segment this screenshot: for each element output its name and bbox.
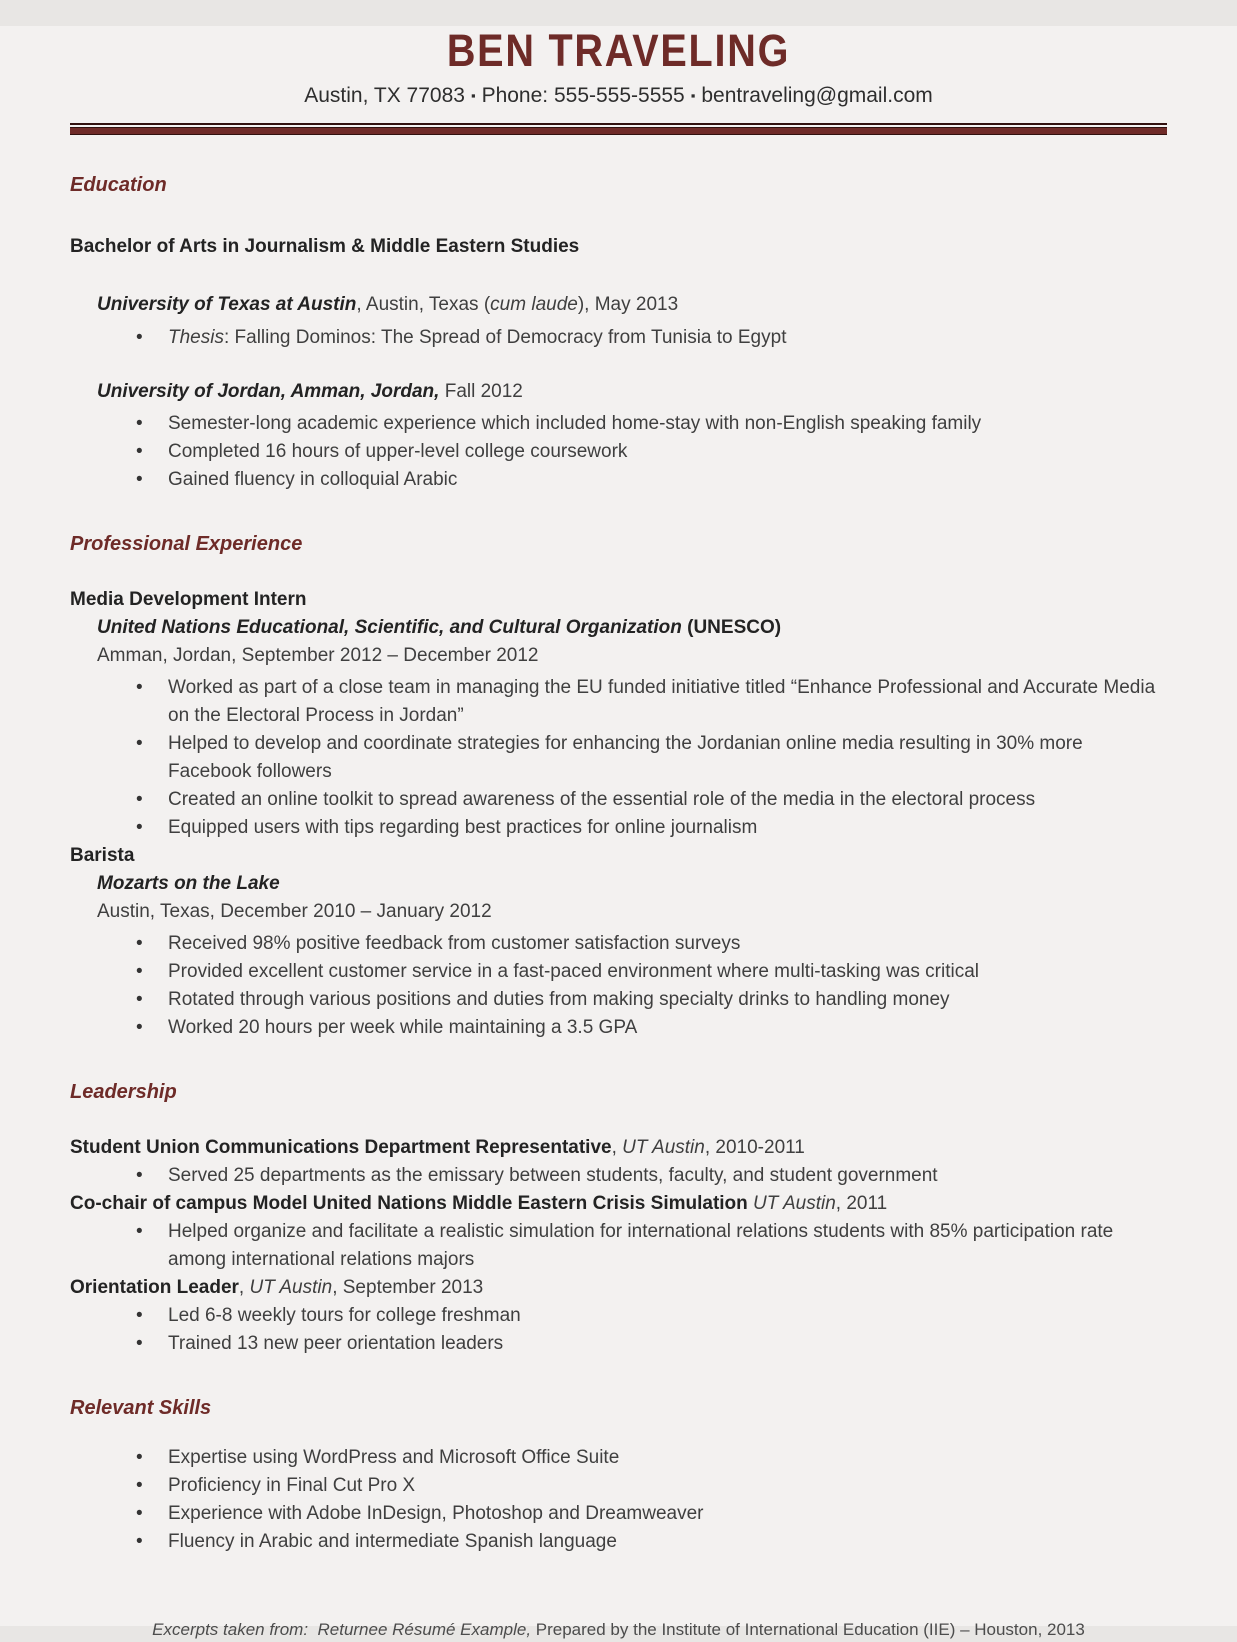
thesis-text: : Falling Dominos: The Spread of Democracy from Tunisia to Egypt: [223, 326, 787, 348]
role-org: UT Austin: [622, 1136, 705, 1158]
bullet-item: [70, 986, 1167, 1014]
bullet-item: [70, 958, 1167, 986]
degree-line: [70, 233, 1167, 261]
section-heading-experience: Professional Experience: [70, 532, 303, 555]
bullet-item: [70, 1472, 1167, 1500]
organization-name: Mozarts on the Lake: [97, 872, 280, 894]
bullet-list: [70, 1444, 1167, 1556]
bullet-item: [70, 1014, 1167, 1042]
bullet-icon: [136, 814, 143, 842]
bullet-text: [168, 327, 786, 348]
bullet-text: Equipped users with tips regarding best practices for online journalism: [168, 816, 758, 838]
bullet-item: [70, 324, 1167, 352]
bullet-item: [70, 1500, 1167, 1528]
bullet-icon: [136, 324, 143, 352]
bullet-text: Worked 20 hours per week while maintaining a 3.5 GPA: [168, 1016, 638, 1038]
job-organization: [70, 870, 1167, 898]
bullet-text: Created an online toolkit to spread awareness of the essential role of the media in the electoral process: [168, 788, 1036, 810]
role-date: , September 2013: [332, 1276, 484, 1298]
bullet-text: Expertise using WordPress and Microsoft Office Suite: [168, 1446, 620, 1468]
bullet-icon: [136, 1500, 143, 1528]
bullet-text: Worked as part of a close team in managing the EU funded initiative titled “Enhance Professional and Accurate Media on the Electoral Process in Jordan”: [168, 676, 1156, 726]
bullet-item: [70, 1528, 1167, 1556]
bullet-icon: [136, 1162, 143, 1190]
bullet-item: [70, 674, 1167, 730]
bullet-icon: [136, 986, 143, 1014]
contact-line: [70, 84, 1167, 108]
school-line-ut-austin: [70, 291, 1167, 319]
role-date: , 2011: [835, 1192, 888, 1214]
school-date: ), May 2013: [577, 293, 679, 315]
footer-source-detail: Prepared by the Institute of International Education (IIE) – Houston, 2013: [531, 1619, 1085, 1639]
bullet-text: Led 6-8 weekly tours for college freshman: [168, 1304, 521, 1326]
bullet-icon: [136, 1302, 143, 1330]
bullet-icon: [136, 730, 143, 758]
school-location: , Austin, Texas (: [356, 293, 491, 315]
bullet-item: [70, 1444, 1167, 1472]
school-name: University of Jordan, Amman, Jordan,: [97, 380, 440, 402]
contact-location: Austin, TX 77083: [304, 83, 465, 107]
bullet-text: Rotated through various positions and duties from making specialty drinks to handling money: [168, 988, 950, 1010]
bullet-item: [70, 466, 1167, 494]
role-line: [70, 1134, 1167, 1162]
bullet-icon: [136, 1330, 143, 1358]
bullet-item: [70, 930, 1167, 958]
organization-name: United Nations Educational, Scientific, and Cultural Organization: [97, 616, 682, 638]
bullet-item: [70, 1162, 1167, 1190]
square-bullet-icon: ▪: [690, 87, 696, 103]
header-divider-bar: [70, 127, 1167, 135]
section-heading-skills: Relevant Skills: [70, 1396, 212, 1419]
job-meta: Austin, Texas, December 2010 – January 2012: [97, 900, 492, 922]
role-title: Co-chair of campus Model United Nations Middle Eastern Crisis Simulation: [70, 1192, 748, 1214]
square-bullet-icon: ▪: [470, 87, 476, 103]
organization-acronym: (UNESCO): [681, 616, 782, 638]
footer-source-line: [70, 1618, 1167, 1642]
bullet-icon: [136, 410, 143, 438]
section-heading-education: Education: [70, 173, 167, 196]
bullet-text: Served 25 departments as the emissary between students, faculty, and student government: [168, 1164, 938, 1186]
bullet-list: [70, 674, 1167, 842]
role-org: UT Austin: [753, 1192, 836, 1214]
bullet-item: [70, 786, 1167, 814]
thesis-label: Thesis: [168, 326, 224, 348]
bullet-text: Proficiency in Final Cut Pro X: [168, 1474, 416, 1496]
bullet-icon: [136, 1444, 143, 1472]
bullet-icon: [136, 466, 143, 494]
bullet-icon: [136, 930, 143, 958]
bullet-icon: [136, 1472, 143, 1500]
footer-source-title: Excerpts taken from: Returnee Résumé Example,: [152, 1619, 532, 1639]
bullet-item: [70, 1302, 1167, 1330]
school-line-jordan: [70, 378, 1167, 406]
contact-email: bentraveling@gmail.com: [701, 83, 933, 107]
bullet-icon: [136, 1014, 143, 1042]
school-date: Fall 2012: [439, 380, 523, 402]
bullet-text: Completed 16 hours of upper-level college coursework: [168, 440, 628, 462]
bullet-text: Helped organize and facilitate a realistic simulation for international relations students with 85% participation rate among international relations majors: [168, 1220, 1114, 1270]
bullet-icon: [136, 958, 143, 986]
bullet-list: [70, 410, 1167, 494]
bullet-item: [70, 410, 1167, 438]
bullet-text: Experience with Adobe InDesign, Photoshop and Dreamweaver: [168, 1502, 704, 1524]
bullet-item: [70, 1330, 1167, 1358]
bullet-item: [70, 1218, 1167, 1274]
page-title: BEN TRAVELING: [446, 25, 791, 76]
job-organization: [70, 614, 1167, 642]
role-title: Student Union Communications Department Representative: [70, 1136, 612, 1158]
job-meta: Amman, Jordan, September 2012 – December 2012: [97, 644, 539, 666]
bullet-text: Received 98% positive feedback from customer satisfaction surveys: [168, 932, 741, 954]
school-name: University of Texas at Austin: [97, 293, 357, 315]
bullet-text: Provided excellent customer service in a fast-paced environment where multi-tasking was critical: [168, 960, 980, 982]
bullet-text: Semester-long academic experience which included home-stay with non-English speaking family: [168, 412, 982, 434]
bullet-icon: [136, 1218, 143, 1246]
bullet-item: [70, 814, 1167, 842]
role-separator: ,: [611, 1136, 623, 1158]
role-org: UT Austin: [249, 1276, 333, 1298]
honors-text: cum laude: [490, 293, 578, 315]
bullet-text: Trained 13 new peer orientation leaders: [168, 1332, 504, 1354]
job-title: Media Development Intern: [70, 588, 307, 610]
role-line: [70, 1274, 1167, 1302]
bullet-icon: [136, 786, 143, 814]
role-line: [70, 1190, 1167, 1218]
bullet-text: Fluency in Arabic and intermediate Spanish language: [168, 1530, 617, 1552]
bullet-text: Gained fluency in colloquial Arabic: [168, 468, 458, 490]
header-divider: [70, 123, 1167, 135]
bullet-item: [70, 438, 1167, 466]
bullet-item: [70, 730, 1167, 786]
bullet-icon: [136, 438, 143, 466]
bullet-list: [70, 930, 1167, 1042]
degree-title: Bachelor of Arts in Journalism & Middle Eastern Studies: [70, 235, 580, 257]
bullet-icon: [136, 1528, 143, 1556]
role-separator: ,: [238, 1276, 250, 1298]
resume-page: [0, 25, 1237, 1639]
section-heading-leadership: Leadership: [70, 1080, 177, 1103]
role-date: , 2010-2011: [704, 1136, 805, 1158]
role-title: Orientation Leader: [70, 1276, 239, 1298]
contact-phone: Phone: 555-555-5555: [481, 83, 685, 107]
job-title: Barista: [70, 844, 135, 866]
bullet-icon: [136, 674, 143, 702]
bullet-text: Helped to develop and coordinate strategies for enhancing the Jordanian online media resulting in 30% more Facebook followers: [168, 732, 1083, 782]
